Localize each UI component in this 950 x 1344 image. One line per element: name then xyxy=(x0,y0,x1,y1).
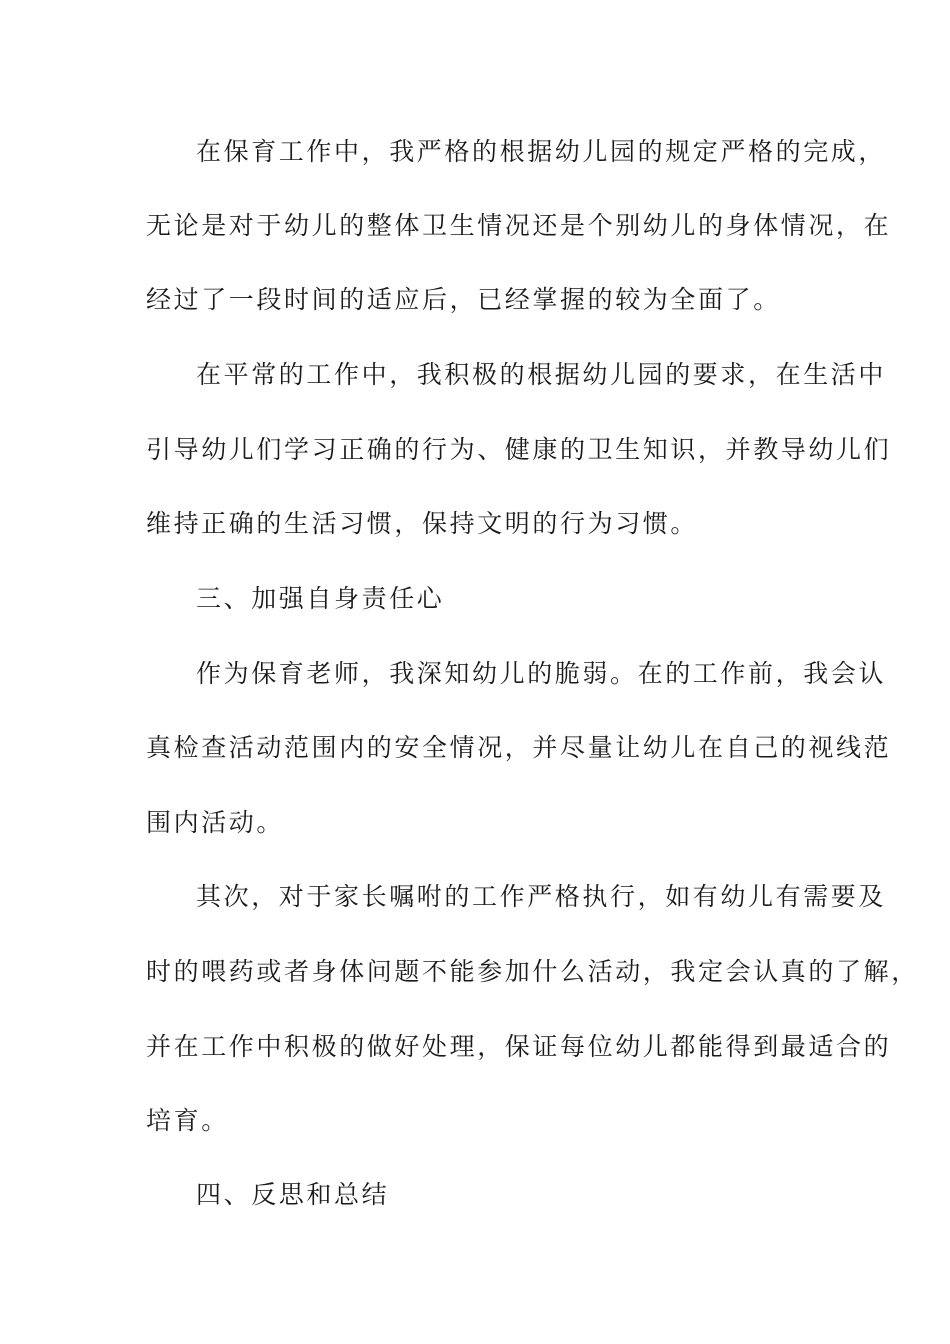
paragraph-line: 维持正确的生活习惯，保持文明的行为习惯。 xyxy=(146,509,699,538)
paragraph-line: 在平常的工作中，我积极的根据幼儿园的要求，在生活中 xyxy=(196,360,887,389)
paragraph-line: 其次，对于家长嘱咐的工作严格执行，如有幼儿有需要及 xyxy=(196,882,887,911)
section-heading: 四、反思和总结 xyxy=(196,1180,390,1209)
paragraph-line: 围内活动。 xyxy=(146,808,285,837)
section-heading: 三、加强自身责任心 xyxy=(196,584,445,613)
paragraph-line: 并在工作中积极的做好处理，保证每位幼儿都能得到最适合的 xyxy=(146,1032,892,1061)
paragraph-line: 时的喂药或者身体问题不能参加什么活动，我定会认真的了解， xyxy=(146,957,919,986)
paragraph-line: 无论是对于幼儿的整体卫生情况还是个别幼儿的身体情况，在 xyxy=(146,211,892,240)
paragraph-line: 经过了一段时间的适应后，已经掌握的较为全面了。 xyxy=(146,285,781,314)
paragraph-line: 培育。 xyxy=(146,1106,229,1135)
paragraph-line: 作为保育老师，我深知幼儿的脆弱。在的工作前，我会认 xyxy=(196,659,887,688)
paragraph-line: 引导幼儿们学习正确的行为、健康的卫生知识，并教导幼儿们 xyxy=(146,435,892,464)
paragraph-line: 真检查活动范围内的安全情况，并尽量让幼儿在自己的视线范 xyxy=(146,733,892,762)
paragraph-line: 在保育工作中，我严格的根据幼儿园的规定严格的完成， xyxy=(196,137,887,166)
